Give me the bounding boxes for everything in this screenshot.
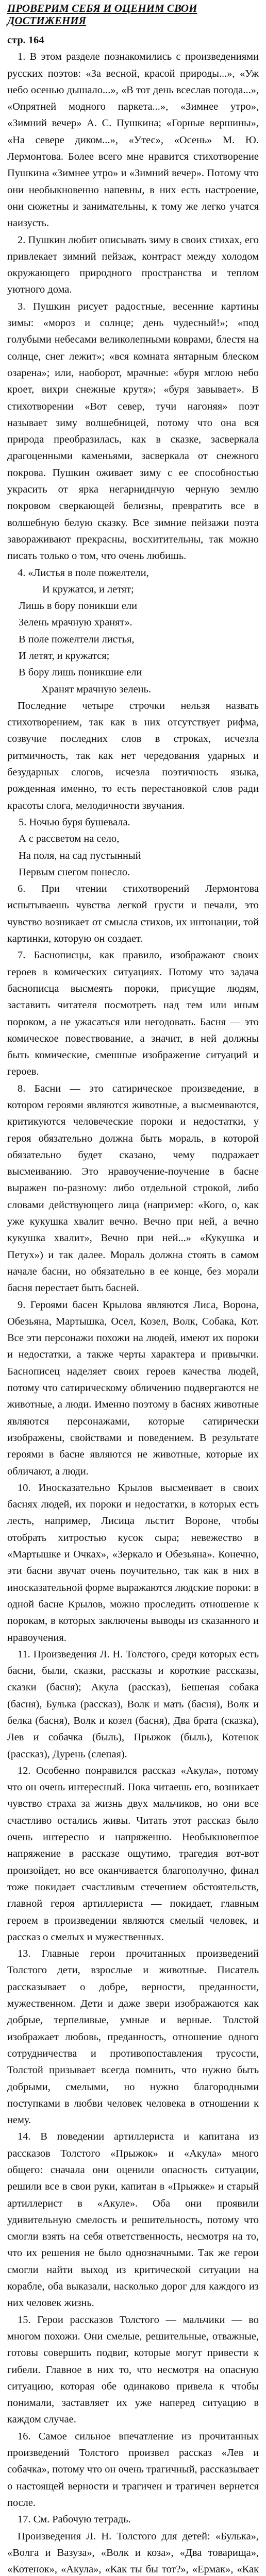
poem-original-line: Лишь в бору поникши ели: [19, 600, 138, 612]
paragraph-3: 3. Пушкин рисует радостные, весенние картины зимы: «мороз и солнце; день чудесный!»; «под голубыми небесами великолепными коврами, блестя на солнце, снег лежит»; «вся комната янтарным блеском озарена»; или, наоборот, мрачные: «буря мглою небо кроет, вихри снежные крутя»; «буря завывает». В стихотворении «Вот север, тучи нагоняя» поэт называет зиму волшебницей, потому что она вся природа преобразилась, как в сказке, засверкала драгоценными каменьями, засверкала от снежного покрова. Пушкин оживает зиму с ее способностью украсить от ярка негарниднчую черную землю покровом сверкающей белизны, превратить все в волшебную белую сказку. Все зимние пейзажи поэта завораживают прекрасны, восхитительны, так можно писать только о том, что очень любишь.: [7, 300, 259, 562]
paragraph-15: 15. Герои рассказов Толстого — мальчики — во многом похожи. Они смелые, решительные, отважные, готовы совершить подвиг, которые могут привести к гибели. Главное в них то, что несмотря на опасную ситуацию, которая обе одинаково привела к чтобы понимали, заставляет их уже наперед ситуацию в каждом случае.: [7, 2314, 259, 2426]
poem-rearranged-line: В поле пожелтели листья,: [19, 633, 135, 645]
poem-q5-line: Первым снегом понесло.: [19, 866, 130, 878]
paragraph-1: 1. В этом разделе познакомились с произведениями русских поэтов: «За весной, красой природы...», «Уж небо осенью дышало...», «В тот день всеслав погода...», «Опрятней модного паркета...», «Зимнее утро», «Зимний вечер» А. С. Пушкина; «Горные вершины», «На севере диком...», «Утес», «Осень» М. Ю. Лермонтова. Более всего мне нравится стихотворение Пушкина «Зимнее утро» и «Зимний вечер». Потому что они необыкновенно напевны, в них есть настроение, они сюжетны и занимательны, к тому же легко учатся наизусть.: [7, 51, 259, 229]
poem-rearranged: [7, 631, 259, 698]
paragraph-16: 16. Самое сильное впечатление из прочитанных произведений Толстого произвел рассказ «Лев и собачка», потому что он очень трагичный, рассказывает о настоящей верности и трагичен и трагичен вернется после.: [7, 2430, 259, 2509]
paragraph-7: 7. Баснописцы, как правило, изображают своих героев в комических ситуациях. Потому что задача баснописца высмеять пороки, присущие людям, заставить читателя посмотреть над тем или иным пороком, а не ужасаться или негодовать. Басня — это комическое повествование, а значит, в ней должны быть комические, смешные изображение ситуаций и героев.: [7, 950, 259, 1078]
paragraph-10: 10. Иносказательно Крылов высмеивает в своих баснях людей, их пороки и недостатки, в которых есть лесть, например, Лисица льстит Вороне, чтобы отобрать хитростью кусок сыра; невежество в «Мартышке и Очках», «Зеркало и Обезьяна». Конечно, эти басни звучат очень поучительно, так как в них в иносказательной форме выражаются людские пороки: в одной басне Крылов, можно проследить отношение к порокам, в которых заключены выводы из сказанного и нравоучения.: [7, 1482, 259, 1643]
poem-q5-line: А с рассветом на село,: [19, 833, 120, 845]
paragraph-4-verse-start: 4. «Листья в поле пожелтели,: [18, 567, 149, 579]
paragraph-8: 8. Басни — это сатирическое произведение, в котором героями являются животные, а высмеиваются, критикуются человеческие пороки и недостатки, у героя обязательно должна быть мораль, в которой обязательно будет сказано, чему подражает высмеиванию. Это нравоучение-поучение в басне выражен по-разному: либо отдельной строкой, либо словами действующего лица (например: «Кого, о, как уже кукушка хвалит вечно. Вечно при ней, а вечно кукушка хвалит», Вечно при ней...» «Кукушка и Петух») и так далее. Мораль должна стоять в самом начале басни, но обязательно в ее конце, без морали басня перестает быть басней.: [7, 1082, 259, 1294]
poem-q5-line: 5. Ночью буря бушевала.: [19, 816, 130, 828]
paragraph-tolstoy-works: Произведения Л. Н. Толстого для детей: «Булька», «Волга и Вазуза», «Волк и коза», «Два товарища», «Котенок», «Акула», «Как ты бы тот?», «Ермак», «Как: [7, 2530, 259, 2575]
poem-original-line: Зелень мрачную хранят».: [19, 617, 132, 629]
paragraph-11: 11. Произведения Л. Н. Толстого, среди которых есть басни, были, сказки, рассказы и короткие рассказы, сказки (басня); Акула (рассказ), Бешеная собака (басня), Булька (рассказ), Волк и мать (басня), Волк и белка (басня), Волк и козел (басня), Два брата (сказка), Лев и собачка (быль), Прыжок (быль), Котенок (рассказ), Дурень (слепая).: [7, 1648, 259, 1760]
paragraph-17: 17. См. Рабочую тетрадь.: [18, 2514, 131, 2526]
poem-rearranged-line: И летят, и кружатся;: [19, 650, 110, 662]
page-number-label: стр. 164: [7, 35, 44, 46]
poem-q5-line: На поля, на сад пустынный: [19, 850, 141, 861]
poem-rearranged-line: Хранят мрачную зелень.: [41, 683, 151, 695]
paragraph-2: 2. Пушкин любит описывать зиму в своих стихах, его привлекает зимний пейзаж, контраст между холодом окружающего природного пространства и теплом уютного дома.: [7, 234, 259, 296]
paragraph-6: 6. При чтении стихотворений Лермонтова испытываешь чувства легкой грусти и печали, это чувство возникает от смысла стихов, их интонации, той картинки, которую он создает.: [7, 883, 259, 945]
paragraph-verse-analysis: Последние четыре строчки нельзя назвать стихотворением, так как в них отсутствует рифма, созвучие последних слов в строках, исчезла ритмичность, так как нет чередования ударных и безударных слогов, исчезла поэтичность языка, рожденная именно, то есть перестановкой слов ради красоты слога, мелодичности звучания.: [7, 700, 259, 811]
paragraph-9: 9. Героями басен Крылова являются Лиса, Ворона, Обезьяна, Мартышка, Осел, Козел, Волк, Собака, Кот. Все эти персонажи похожи на людей, имеют их пороки и недостатки, а также черты характера и привычки. Баснописец наделяет своих героев качества людей, потому что сатирическому обличению подвергаются не животные, а люди. Именно поэтому в баснях животные являются персонажами, которые сатирически изображены, свойствами и поведением. В результате героями в басне являются не животные, которые их обличают, а люди.: [7, 1299, 259, 1477]
poem-question-5: [7, 814, 259, 880]
poem-original: [7, 581, 259, 631]
poem-rearranged-line: В бору лишь поникшие ели: [19, 667, 142, 679]
paragraph-14: 14. В поведении артиллериста и капитана из рассказов Толстого «Прыжок» и «Акула» много общего: сначала они оценили опасность ситуации, решили все в свои руки, капитан в «Прыжке» и старый артиллерист в «Акуле». Оба они проявили удивительную смелость и решительность, потому что смогли взять на себя ответственность, несмотря на то, что их решения не было однозначными. Так же герои смогли найти выход из критической ситуации на корабле, оба выказали, насколько дорог для каждого из них человек жизнь.: [7, 2131, 259, 2309]
page-heading: ПРОВЕРИМ СЕБЯ И ОЦЕНИМ СВОИ ДОСТИЖЕНИЯ: [7, 2, 197, 27]
poem-original-line: И кружатся, и летят;: [42, 583, 134, 595]
paragraph-13: 13. Главные герои прочитанных произведений Толстого дети, взрослые и животные. Писатель рассказывает о добре, верности, преданности, мужественном. Дети и даже звери изображаются как добрые, терпеливые, умные и верные. Толстой изображает любовь, преданность, отношение одного сотрудничества и противопоставления трусости, Толстой призывает всегда помнить, что нужно быть добрыми, смелыми, но нужно благородными поступками в любви человек человека в отношении к нему.: [7, 1948, 259, 2126]
paragraph-12: 12. Особенно понравился рассказ «Акула», потому что он очень интересный. Пока читаешь его, возникает чувство страха за жизнь двух мальчиков, но они все счастливо остались живы. Читать этот рассказ было очень интересно и напряженно. Необыкновенное напряжение в рассказе ощутимо, трагедия вот-вот произойдет, но все оканчивается благополучно, финал тоже покидает счастливым стечением обстоятельств, главной героя артиллериста — покидает, главным героем в произведении являются смелый человек, и рассказ о смелых и мужественных.: [7, 1765, 259, 1943]
